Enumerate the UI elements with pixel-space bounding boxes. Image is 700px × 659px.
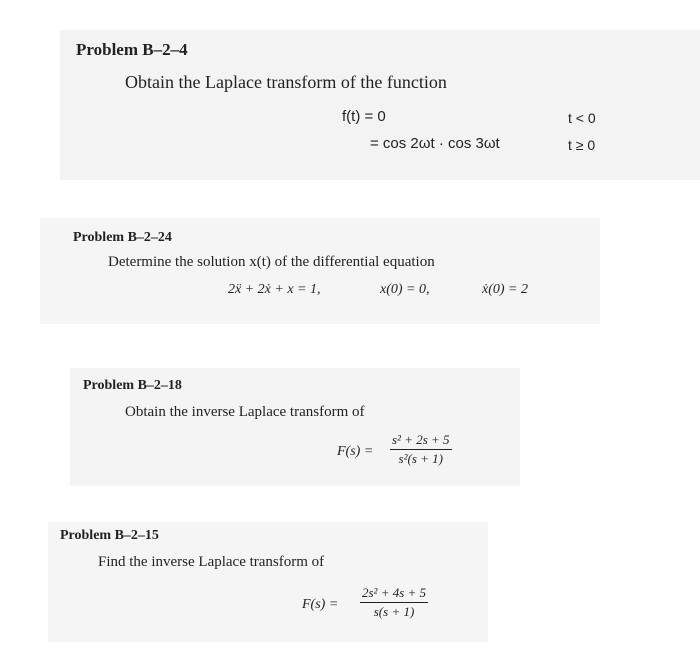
condition-line-2: t ≥ 0 (568, 137, 596, 153)
fraction-bar (360, 602, 428, 603)
fraction-numerator: s² + 2s + 5 (392, 432, 450, 447)
problem-title: Problem B–2–24 (73, 230, 172, 245)
equation-line-1: f(t) = 0 (342, 108, 386, 125)
fraction-bar (390, 449, 452, 450)
problem-title: Problem B–2–18 (83, 378, 182, 393)
fraction (360, 585, 428, 620)
problem-statement: Find the inverse Laplace transform of (98, 554, 325, 570)
problem-statement: Determine the solution x(t) of the differential equation (108, 254, 435, 270)
initial-condition-x: x(0) = 0, (380, 282, 430, 297)
function-lhs: F(s) = (302, 597, 339, 612)
problem-title: Problem B–2–4 (76, 40, 188, 59)
initial-condition-xdot: ẋ(0) = 2 (482, 282, 528, 297)
function-lhs: F(s) = (337, 444, 374, 459)
differential-equation: 2ẍ + 2ẋ + x = 1, (228, 282, 321, 297)
fraction-denominator: s(s + 1) (373, 604, 415, 619)
fraction-denominator: s²(s + 1) (398, 451, 443, 466)
condition-line-1: t < 0 (568, 110, 596, 126)
equation-line-2: = cos 2ωt · cos 3ωt (370, 135, 500, 152)
problem-statement: Obtain the inverse Laplace transform of (125, 404, 365, 420)
fraction-numerator: 2s² + 4s + 5 (362, 585, 427, 600)
problem-title: Problem B–2–15 (60, 528, 159, 543)
fraction (390, 432, 452, 467)
problem-statement: Obtain the Laplace transform of the function (125, 72, 447, 92)
